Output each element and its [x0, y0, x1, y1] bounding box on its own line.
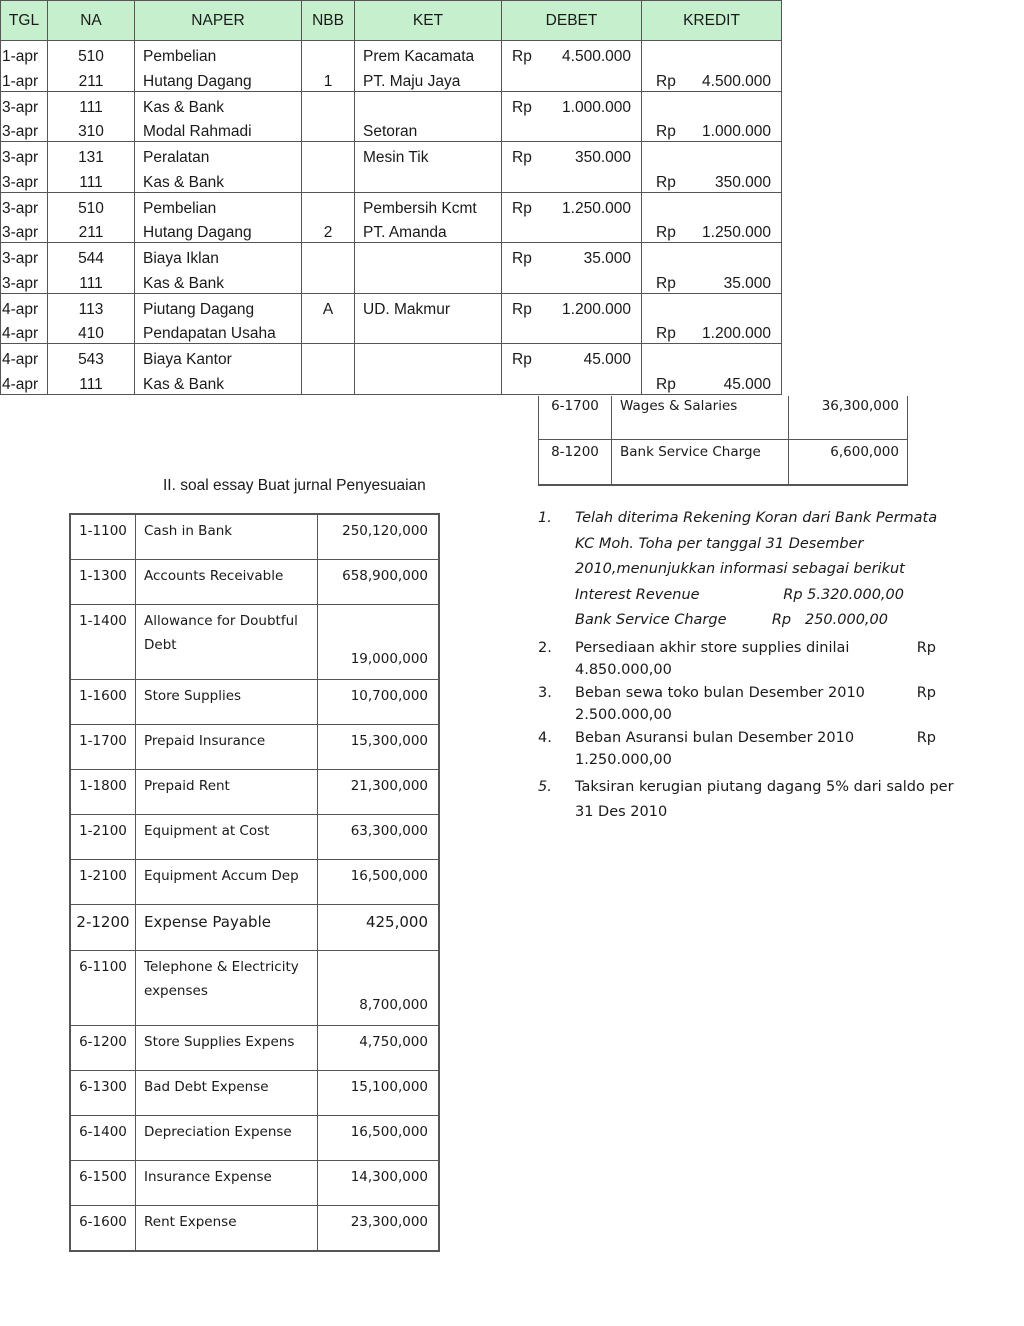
currency-label: Rp — [916, 729, 936, 746]
journal-row — [1, 319, 782, 344]
journal-row — [1, 142, 782, 168]
cell-ref — [302, 117, 355, 142]
amount: 4.500.000 — [562, 48, 631, 65]
balance-row — [70, 514, 439, 560]
amount: 45.000 — [583, 351, 631, 368]
cell-date: 3-apr — [1, 268, 48, 293]
cell-account-name: Peralatan — [135, 142, 302, 168]
cell-date: 3-apr — [1, 142, 48, 168]
cell-debet — [502, 319, 642, 344]
amount: 1.200.000 — [702, 325, 771, 342]
col-header-na: NA — [48, 1, 135, 41]
account-name: Wages & Salaries — [612, 396, 789, 440]
item-label: Bank Service Charge — [575, 612, 727, 628]
cell-debet — [502, 117, 642, 142]
account-code: 6-1200 — [70, 1026, 136, 1071]
cell-description: Mesin Tik — [355, 142, 502, 168]
account-code: 1-1100 — [70, 514, 136, 560]
currency-label: Rp — [656, 224, 676, 241]
cell-description — [355, 243, 502, 269]
cell-ref: 1 — [302, 66, 355, 91]
account-code: 1-2100 — [70, 860, 136, 905]
cell-ref — [302, 369, 355, 394]
cell-kredit — [642, 218, 782, 243]
balance-row — [70, 725, 439, 770]
cell-ref — [302, 268, 355, 293]
journal-header — [1, 1, 782, 41]
balance-row — [70, 860, 439, 905]
col-header-kredit: KREDIT — [642, 1, 782, 41]
question-5 — [538, 775, 958, 826]
account-amount: 19,000,000 — [318, 605, 440, 680]
account-code: 1-2100 — [70, 815, 136, 860]
cell-description: Setoran — [355, 117, 502, 142]
cell-kredit — [642, 369, 782, 394]
account-code: 2-1200 — [70, 905, 136, 951]
cell-ref — [302, 91, 355, 117]
account-name: Bank Service Charge — [612, 440, 789, 486]
amount: 45.000 — [723, 375, 771, 393]
cell-description — [355, 369, 502, 394]
cell-account-number: 211 — [48, 66, 135, 91]
cell-kredit — [642, 66, 782, 91]
cell-date: 1-apr — [1, 66, 48, 91]
account-amount: 658,900,000 — [318, 560, 440, 605]
cell-account-name: Kas & Bank — [135, 167, 302, 192]
currency-label: Rp — [512, 48, 532, 65]
account-code: 6-1500 — [70, 1161, 136, 1206]
cell-date: 4-apr — [1, 369, 48, 394]
question-number: 5. — [538, 778, 552, 795]
essay-title: II. soal essay Buat jurnal Penyesuaian — [163, 477, 426, 494]
currency-label: Rp — [656, 375, 676, 393]
balance-row — [70, 1026, 439, 1071]
cell-debet — [502, 192, 642, 218]
journal-body — [1, 41, 782, 395]
cell-debet — [502, 243, 642, 269]
cell-kredit — [642, 319, 782, 344]
cell-kredit — [642, 243, 782, 269]
cell-description — [355, 91, 502, 117]
question-text: Beban Asuransi bulan Desember 2010 — [575, 729, 855, 746]
account-amount: 14,300,000 — [318, 1161, 440, 1206]
account-name: Allowance for Doubtful Debt — [136, 605, 318, 680]
cell-account-number: 131 — [48, 142, 135, 168]
cell-account-name: Pembelian — [135, 41, 302, 67]
journal-row — [1, 243, 782, 269]
journal-table — [0, 0, 782, 395]
item-label: Interest Revenue — [575, 586, 700, 603]
journal-row — [1, 91, 782, 117]
currency-label: Rp — [656, 72, 676, 90]
cell-account-name: Kas & Bank — [135, 369, 302, 394]
cell-debet — [502, 167, 642, 192]
journal-row — [1, 293, 782, 319]
extra-account-row — [539, 440, 908, 486]
cell-kredit — [642, 192, 782, 218]
question-4 — [538, 727, 958, 772]
cell-account-number: 510 — [48, 41, 135, 67]
question-1-item-1 — [575, 583, 958, 609]
cell-date: 1-apr — [1, 41, 48, 67]
question-amount: 1.250.000,00 — [575, 752, 672, 768]
balance-row — [70, 1071, 439, 1116]
amount: 1.000.000 — [702, 123, 771, 140]
balance-row — [70, 605, 439, 680]
col-header-ket: KET — [355, 1, 502, 41]
cell-kredit — [642, 167, 782, 192]
journal-row — [1, 41, 782, 67]
account-amount: 16,500,000 — [318, 860, 440, 905]
item-amount: Rp 5.320.000,00 — [783, 586, 904, 603]
cell-account-number: 410 — [48, 319, 135, 344]
cell-date: 3-apr — [1, 218, 48, 243]
cell-date: 3-apr — [1, 117, 48, 142]
cell-debet — [502, 91, 642, 117]
account-amount: 63,300,000 — [318, 815, 440, 860]
journal-row — [1, 344, 782, 370]
balance-row — [70, 905, 439, 951]
balance-row — [70, 1206, 439, 1252]
cell-debet — [502, 268, 642, 293]
currency-label: Rp — [656, 173, 676, 191]
account-name: Telephone & Electricity expenses — [136, 951, 318, 1026]
cell-description — [355, 167, 502, 192]
account-name: Cash in Bank — [136, 514, 318, 560]
cell-description: Pembersih Kcmt — [355, 192, 502, 218]
account-amount: 425,000 — [318, 905, 440, 951]
extra-account-row — [539, 396, 908, 440]
account-amount: 10,700,000 — [318, 680, 440, 725]
question-number: 2. — [538, 639, 552, 656]
question-text: Taksiran kerugian piutang dagang 5% dari saldo per 31 Des 2010 — [575, 778, 954, 820]
cell-account-name: Piutang Dagang — [135, 293, 302, 319]
cell-debet — [502, 142, 642, 168]
cell-account-name: Kas & Bank — [135, 268, 302, 293]
cell-description: Prem Kacamata — [355, 41, 502, 67]
cell-account-number: 111 — [48, 91, 135, 117]
amount: 35.000 — [583, 250, 631, 267]
account-amount: 23,300,000 — [318, 1206, 440, 1252]
cell-account-name: Pendapatan Usaha — [135, 319, 302, 344]
account-name: Store Supplies Expens — [136, 1026, 318, 1071]
currency-label: Rp — [512, 98, 532, 116]
account-name: Accounts Receivable — [136, 560, 318, 605]
currency-label: Rp — [656, 123, 676, 140]
cell-description: UD. Makmur — [355, 293, 502, 319]
journal-row — [1, 167, 782, 192]
cell-ref — [302, 41, 355, 67]
cell-kredit — [642, 293, 782, 319]
account-name: Bad Debt Expense — [136, 1071, 318, 1116]
cell-date: 4-apr — [1, 293, 48, 319]
cell-kredit — [642, 41, 782, 67]
amount: 35.000 — [723, 274, 771, 292]
cell-kredit — [642, 142, 782, 168]
question-number: 4. — [538, 729, 552, 746]
account-amount: 4,750,000 — [318, 1026, 440, 1071]
cell-account-name: Hutang Dagang — [135, 218, 302, 243]
cell-account-number: 310 — [48, 117, 135, 142]
account-code: 8-1200 — [539, 440, 612, 486]
cell-ref — [302, 142, 355, 168]
cell-account-number: 111 — [48, 167, 135, 192]
account-name: Rent Expense — [136, 1206, 318, 1252]
cell-account-number: 211 — [48, 218, 135, 243]
cell-account-number: 510 — [48, 192, 135, 218]
account-name: Equipment Accum Dep — [136, 860, 318, 905]
account-code: 1-1300 — [70, 560, 136, 605]
amount: 1.200.000 — [562, 300, 631, 318]
cell-account-number: 111 — [48, 369, 135, 394]
currency-label: Rp — [512, 300, 532, 318]
account-code: 1-1800 — [70, 770, 136, 815]
cell-account-name: Biaya Kantor — [135, 344, 302, 370]
cell-account-name: Modal Rahmadi — [135, 117, 302, 142]
account-name: Equipment at Cost — [136, 815, 318, 860]
account-amount: 15,300,000 — [318, 725, 440, 770]
account-amount: 15,100,000 — [318, 1071, 440, 1116]
col-header-naper: NAPER — [135, 1, 302, 41]
cell-date: 3-apr — [1, 167, 48, 192]
account-name: Expense Payable — [136, 905, 318, 951]
amount: 350.000 — [574, 149, 631, 166]
currency-label: Rp — [916, 684, 936, 701]
currency-label: Rp — [512, 199, 532, 217]
cell-debet — [502, 293, 642, 319]
cell-debet — [502, 66, 642, 91]
cell-account-number: 544 — [48, 243, 135, 269]
cell-account-number: 113 — [48, 293, 135, 319]
cell-ref — [302, 319, 355, 344]
account-name: Insurance Expense — [136, 1161, 318, 1206]
account-amount: 16,500,000 — [318, 1116, 440, 1161]
cell-debet — [502, 41, 642, 67]
account-code: 1-1600 — [70, 680, 136, 725]
cell-account-name: Kas & Bank — [135, 91, 302, 117]
account-name: Depreciation Expense — [136, 1116, 318, 1161]
cell-date: 4-apr — [1, 319, 48, 344]
currency-label: Rp — [512, 149, 532, 166]
account-code: 6-1100 — [70, 951, 136, 1026]
currency-label: Rp — [916, 639, 936, 656]
cell-ref — [302, 344, 355, 370]
question-3 — [538, 682, 958, 727]
cell-date: 3-apr — [1, 91, 48, 117]
cell-account-name: Biaya Iklan — [135, 243, 302, 269]
balance-row — [70, 680, 439, 725]
cell-description — [355, 344, 502, 370]
journal-row — [1, 218, 782, 243]
question-list — [538, 506, 958, 826]
question-2 — [538, 637, 958, 682]
account-amount: 36,300,000 — [789, 396, 908, 440]
journal-row — [1, 192, 782, 218]
amount: 350.000 — [714, 173, 771, 191]
balance-row — [70, 951, 439, 1026]
account-name: Prepaid Insurance — [136, 725, 318, 770]
cell-ref: 2 — [302, 218, 355, 243]
cell-ref — [302, 243, 355, 269]
account-code: 6-1300 — [70, 1071, 136, 1116]
balance-row — [70, 560, 439, 605]
account-code: 6-1700 — [539, 396, 612, 440]
cell-account-name: Hutang Dagang — [135, 66, 302, 91]
account-amount: 250,120,000 — [318, 514, 440, 560]
amount: 4.500.000 — [702, 72, 771, 90]
extra-accounts-table — [538, 396, 908, 486]
cell-account-name: Pembelian — [135, 192, 302, 218]
balance-row — [70, 1161, 439, 1206]
cell-debet — [502, 369, 642, 394]
currency-label: Rp — [656, 274, 676, 292]
cell-description: PT. Amanda — [355, 218, 502, 243]
currency-label: Rp — [512, 250, 532, 267]
question-text: Beban sewa toko bulan Desember 2010 — [575, 684, 865, 701]
cell-date: 3-apr — [1, 192, 48, 218]
balance-row — [70, 815, 439, 860]
account-code: 1-1700 — [70, 725, 136, 770]
account-name: Store Supplies — [136, 680, 318, 725]
account-code: 1-1400 — [70, 605, 136, 680]
question-1-item-2 — [575, 608, 958, 634]
currency-label: Rp — [656, 325, 676, 342]
journal-row — [1, 117, 782, 142]
journal-row — [1, 369, 782, 394]
cell-kredit — [642, 344, 782, 370]
account-code: 6-1400 — [70, 1116, 136, 1161]
account-amount: 21,300,000 — [318, 770, 440, 815]
account-amount: 6,600,000 — [789, 440, 908, 486]
cell-date: 3-apr — [1, 243, 48, 269]
cell-ref — [302, 167, 355, 192]
journal-row — [1, 268, 782, 293]
cell-account-number: 543 — [48, 344, 135, 370]
col-header-tgl: TGL — [1, 1, 48, 41]
question-text: Persediaan akhir store supplies dinilai — [575, 639, 850, 656]
cell-kredit — [642, 91, 782, 117]
currency-label: Rp — [512, 351, 532, 368]
question-amount: 2.500.000,00 — [575, 707, 672, 723]
question-amount: 4.850.000,00 — [575, 662, 672, 678]
balance-table — [69, 513, 440, 1252]
amount: 1.250.000 — [562, 199, 631, 217]
account-code: 6-1600 — [70, 1206, 136, 1252]
item-amount: Rp 250.000,00 — [771, 612, 888, 628]
cell-debet — [502, 218, 642, 243]
balance-row — [70, 1116, 439, 1161]
question-text: Telah diterima Rekening Koran dari Bank Permata KC Moh. Toha per tanggal 31 Desember 2010,menunjukkan informasi sebagai berikut — [575, 510, 938, 577]
cell-description — [355, 268, 502, 293]
question-1 — [538, 506, 958, 634]
cell-date: 4-apr — [1, 344, 48, 370]
cell-kredit — [642, 117, 782, 142]
cell-description: PT. Maju Jaya — [355, 66, 502, 91]
amount: 1.000.000 — [562, 98, 631, 116]
cell-kredit — [642, 268, 782, 293]
balance-row — [70, 770, 439, 815]
cell-ref: A — [302, 293, 355, 319]
account-amount: 8,700,000 — [318, 951, 440, 1026]
journal-row — [1, 66, 782, 91]
account-name: Prepaid Rent — [136, 770, 318, 815]
cell-description — [355, 319, 502, 344]
question-number: 3. — [538, 684, 552, 701]
cell-account-number: 111 — [48, 268, 135, 293]
col-header-nbb: NBB — [302, 1, 355, 41]
amount: 1.250.000 — [702, 224, 771, 241]
cell-ref — [302, 192, 355, 218]
col-header-debet: DEBET — [502, 1, 642, 41]
question-number: 1. — [538, 510, 552, 526]
cell-debet — [502, 344, 642, 370]
